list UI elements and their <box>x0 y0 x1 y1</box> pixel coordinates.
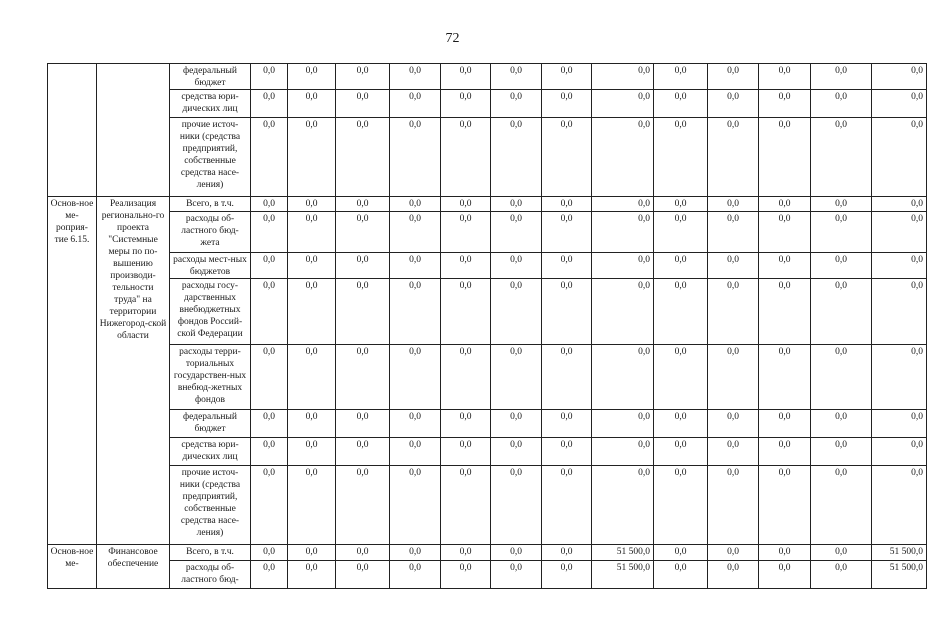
value-cell: 0,0 <box>491 466 542 545</box>
value-cell: 0,0 <box>708 345 759 410</box>
value-cell: 0,0 <box>288 279 336 345</box>
value-cell: 0,0 <box>592 410 654 438</box>
value-cell: 0,0 <box>759 253 811 279</box>
funding-source-cell: средства юри-дических лиц <box>170 438 251 466</box>
value-cell: 0,0 <box>759 64 811 90</box>
value-cell: 0,0 <box>759 410 811 438</box>
value-cell: 0,0 <box>390 410 441 438</box>
value-cell: 0,0 <box>872 345 927 410</box>
value-cell: 0,0 <box>441 345 491 410</box>
value-cell: 0,0 <box>542 410 592 438</box>
value-cell: 0,0 <box>811 279 872 345</box>
value-cell: 0,0 <box>542 118 592 197</box>
value-cell: 0,0 <box>251 212 288 253</box>
table-row <box>48 90 927 118</box>
value-cell: 0,0 <box>708 64 759 90</box>
value-cell: 0,0 <box>542 253 592 279</box>
value-cell: 0,0 <box>390 561 441 589</box>
value-cell: 0,0 <box>288 561 336 589</box>
value-cell: 0,0 <box>592 279 654 345</box>
value-cell: 0,0 <box>759 90 811 118</box>
value-cell: 0,0 <box>441 212 491 253</box>
value-cell: 0,0 <box>390 90 441 118</box>
value-cell: 0,0 <box>491 197 542 212</box>
funding-source-cell: расходы об-ластного бюд- <box>170 561 251 589</box>
value-cell: 0,0 <box>708 545 759 561</box>
value-cell: 0,0 <box>441 118 491 197</box>
value-cell: 0,0 <box>592 345 654 410</box>
value-cell: 0,0 <box>708 197 759 212</box>
table-row <box>48 118 927 197</box>
value-cell: 0,0 <box>491 345 542 410</box>
value-cell: 0,0 <box>654 545 708 561</box>
value-cell: 0,0 <box>708 466 759 545</box>
value-cell: 0,0 <box>288 197 336 212</box>
value-cell: 0,0 <box>872 118 927 197</box>
funding-source-cell: Всего, в т.ч. <box>170 545 251 561</box>
value-cell: 0,0 <box>251 545 288 561</box>
value-cell: 0,0 <box>336 466 390 545</box>
value-cell: 0,0 <box>759 466 811 545</box>
value-cell: 0,0 <box>288 345 336 410</box>
funding-source-cell: федеральный бюджет <box>170 64 251 90</box>
value-cell: 51 500,0 <box>872 545 927 561</box>
value-cell: 0,0 <box>811 90 872 118</box>
value-cell: 0,0 <box>542 197 592 212</box>
value-cell: 0,0 <box>708 90 759 118</box>
value-cell: 0,0 <box>336 410 390 438</box>
value-cell: 0,0 <box>390 345 441 410</box>
value-cell: 0,0 <box>654 410 708 438</box>
value-cell: 0,0 <box>872 64 927 90</box>
value-cell: 0,0 <box>441 279 491 345</box>
value-cell: 0,0 <box>441 466 491 545</box>
value-cell: 0,0 <box>251 253 288 279</box>
value-cell: 0,0 <box>592 64 654 90</box>
value-cell: 0,0 <box>542 279 592 345</box>
value-cell: 0,0 <box>811 410 872 438</box>
value-cell: 0,0 <box>654 253 708 279</box>
event-cell: Основ-ное ме-роприя-тие 6.15. <box>48 197 97 545</box>
value-cell: 0,0 <box>491 64 542 90</box>
value-cell: 0,0 <box>336 279 390 345</box>
value-cell: 0,0 <box>336 118 390 197</box>
value-cell: 0,0 <box>542 64 592 90</box>
value-cell: 0,0 <box>811 118 872 197</box>
value-cell: 0,0 <box>542 545 592 561</box>
value-cell: 0,0 <box>654 466 708 545</box>
value-cell: 0,0 <box>759 279 811 345</box>
value-cell: 0,0 <box>759 212 811 253</box>
value-cell: 0,0 <box>654 90 708 118</box>
value-cell: 0,0 <box>872 253 927 279</box>
value-cell: 0,0 <box>491 279 542 345</box>
value-cell: 0,0 <box>288 545 336 561</box>
funding-source-cell: федеральный бюджет <box>170 410 251 438</box>
value-cell: 0,0 <box>491 253 542 279</box>
budget-table <box>47 63 927 589</box>
value-cell: 0,0 <box>759 561 811 589</box>
value-cell: 0,0 <box>251 410 288 438</box>
table-row <box>48 545 927 561</box>
value-cell: 0,0 <box>811 345 872 410</box>
value-cell: 0,0 <box>542 90 592 118</box>
value-cell: 0,0 <box>592 438 654 466</box>
value-cell: 0,0 <box>251 438 288 466</box>
value-cell: 0,0 <box>759 197 811 212</box>
value-cell: 0,0 <box>592 253 654 279</box>
value-cell: 0,0 <box>390 253 441 279</box>
value-cell: 0,0 <box>708 438 759 466</box>
value-cell: 0,0 <box>390 438 441 466</box>
value-cell: 0,0 <box>441 197 491 212</box>
value-cell: 0,0 <box>336 438 390 466</box>
value-cell: 0,0 <box>708 253 759 279</box>
value-cell: 0,0 <box>872 90 927 118</box>
value-cell: 0,0 <box>542 561 592 589</box>
value-cell: 0,0 <box>592 212 654 253</box>
value-cell: 0,0 <box>441 90 491 118</box>
value-cell: 0,0 <box>336 545 390 561</box>
value-cell: 0,0 <box>441 410 491 438</box>
table-row <box>48 345 927 410</box>
value-cell: 0,0 <box>592 197 654 212</box>
page-number: 72 <box>445 31 460 46</box>
value-cell: 0,0 <box>251 90 288 118</box>
value-cell: 0,0 <box>491 545 542 561</box>
value-cell: 0,0 <box>759 545 811 561</box>
value-cell: 0,0 <box>872 279 927 345</box>
value-cell: 0,0 <box>336 90 390 118</box>
value-cell: 0,0 <box>542 345 592 410</box>
value-cell: 0,0 <box>390 466 441 545</box>
value-cell: 51 500,0 <box>592 561 654 589</box>
value-cell: 0,0 <box>390 212 441 253</box>
value-cell: 0,0 <box>336 253 390 279</box>
value-cell: 0,0 <box>390 197 441 212</box>
value-cell: 0,0 <box>491 118 542 197</box>
event-cell <box>48 64 97 197</box>
value-cell: 0,0 <box>336 561 390 589</box>
value-cell: 0,0 <box>288 438 336 466</box>
table-row <box>48 466 927 545</box>
table-row <box>48 410 927 438</box>
event-name-cell <box>97 64 170 197</box>
value-cell: 0,0 <box>708 118 759 197</box>
value-cell: 0,0 <box>872 438 927 466</box>
value-cell: 0,0 <box>390 545 441 561</box>
table-row <box>48 253 927 279</box>
value-cell: 0,0 <box>872 466 927 545</box>
funding-source-cell: прочие источ-ники (средства предприятий, собственные средства насе-ления) <box>170 118 251 197</box>
value-cell: 0,0 <box>491 438 542 466</box>
value-cell: 0,0 <box>288 64 336 90</box>
value-cell: 0,0 <box>708 561 759 589</box>
value-cell: 0,0 <box>336 212 390 253</box>
value-cell: 0,0 <box>811 197 872 212</box>
table-row <box>48 64 927 90</box>
value-cell: 0,0 <box>654 118 708 197</box>
value-cell: 0,0 <box>592 90 654 118</box>
value-cell: 0,0 <box>441 545 491 561</box>
value-cell: 0,0 <box>336 64 390 90</box>
value-cell: 0,0 <box>811 253 872 279</box>
value-cell: 0,0 <box>251 64 288 90</box>
value-cell: 0,0 <box>708 212 759 253</box>
value-cell: 0,0 <box>811 212 872 253</box>
value-cell: 0,0 <box>390 64 441 90</box>
value-cell: 0,0 <box>872 410 927 438</box>
value-cell: 0,0 <box>654 64 708 90</box>
value-cell: 0,0 <box>654 279 708 345</box>
value-cell: 0,0 <box>441 438 491 466</box>
value-cell: 0,0 <box>491 90 542 118</box>
value-cell: 0,0 <box>542 466 592 545</box>
value-cell: 0,0 <box>288 253 336 279</box>
table-row <box>48 279 927 345</box>
table-row <box>48 438 927 466</box>
value-cell: 0,0 <box>491 410 542 438</box>
value-cell: 0,0 <box>491 212 542 253</box>
value-cell: 0,0 <box>708 279 759 345</box>
value-cell: 0,0 <box>251 118 288 197</box>
value-cell: 0,0 <box>654 197 708 212</box>
value-cell: 0,0 <box>654 212 708 253</box>
value-cell: 0,0 <box>336 197 390 212</box>
value-cell: 0,0 <box>491 561 542 589</box>
value-cell: 0,0 <box>759 118 811 197</box>
funding-source-cell: расходы мест-ных бюджетов <box>170 253 251 279</box>
value-cell: 0,0 <box>542 438 592 466</box>
funding-source-cell: расходы об-ластного бюд-жета <box>170 212 251 253</box>
value-cell: 0,0 <box>288 410 336 438</box>
funding-source-cell: средства юри-дических лиц <box>170 90 251 118</box>
value-cell: 0,0 <box>708 410 759 438</box>
value-cell: 0,0 <box>251 279 288 345</box>
value-cell: 0,0 <box>441 64 491 90</box>
table-row <box>48 212 927 253</box>
value-cell: 0,0 <box>542 212 592 253</box>
value-cell: 0,0 <box>288 466 336 545</box>
event-name-cell: Финансовое обеспечение <box>97 545 170 589</box>
value-cell: 0,0 <box>251 561 288 589</box>
value-cell: 0,0 <box>654 438 708 466</box>
value-cell: 0,0 <box>390 118 441 197</box>
value-cell: 0,0 <box>336 345 390 410</box>
value-cell: 0,0 <box>654 345 708 410</box>
value-cell: 0,0 <box>441 561 491 589</box>
value-cell: 0,0 <box>811 561 872 589</box>
funding-source-cell: расходы терри-ториальных государствен-ных внебюд-жетных фондов <box>170 345 251 410</box>
event-name-cell: Реализация регионально-го проекта "Системные меры по по-вышению производи-тельности труда" на территории Нижегород-ской области <box>97 197 170 545</box>
event-cell: Основ-ное ме- <box>48 545 97 589</box>
value-cell: 0,0 <box>251 466 288 545</box>
value-cell: 0,0 <box>288 118 336 197</box>
value-cell: 0,0 <box>441 253 491 279</box>
value-cell: 0,0 <box>811 64 872 90</box>
funding-source-cell: расходы госу-дарственных внебюджетных фондов Россий-ской Федерации <box>170 279 251 345</box>
value-cell: 0,0 <box>811 545 872 561</box>
value-cell: 0,0 <box>811 438 872 466</box>
funding-source-cell: прочие источ-ники (средства предприятий, собственные средства насе-ления) <box>170 466 251 545</box>
table-row <box>48 197 927 212</box>
value-cell: 0,0 <box>654 561 708 589</box>
value-cell: 0,0 <box>251 345 288 410</box>
value-cell: 0,0 <box>592 118 654 197</box>
value-cell: 0,0 <box>811 466 872 545</box>
value-cell: 0,0 <box>872 197 927 212</box>
value-cell: 0,0 <box>288 212 336 253</box>
value-cell: 0,0 <box>288 90 336 118</box>
funding-source-cell: Всего, в т.ч. <box>170 197 251 212</box>
value-cell: 0,0 <box>251 197 288 212</box>
value-cell: 0,0 <box>872 212 927 253</box>
value-cell: 0,0 <box>390 279 441 345</box>
table-row <box>48 561 927 589</box>
value-cell: 0,0 <box>592 466 654 545</box>
value-cell: 0,0 <box>759 345 811 410</box>
value-cell: 0,0 <box>759 438 811 466</box>
value-cell: 51 500,0 <box>872 561 927 589</box>
value-cell: 51 500,0 <box>592 545 654 561</box>
